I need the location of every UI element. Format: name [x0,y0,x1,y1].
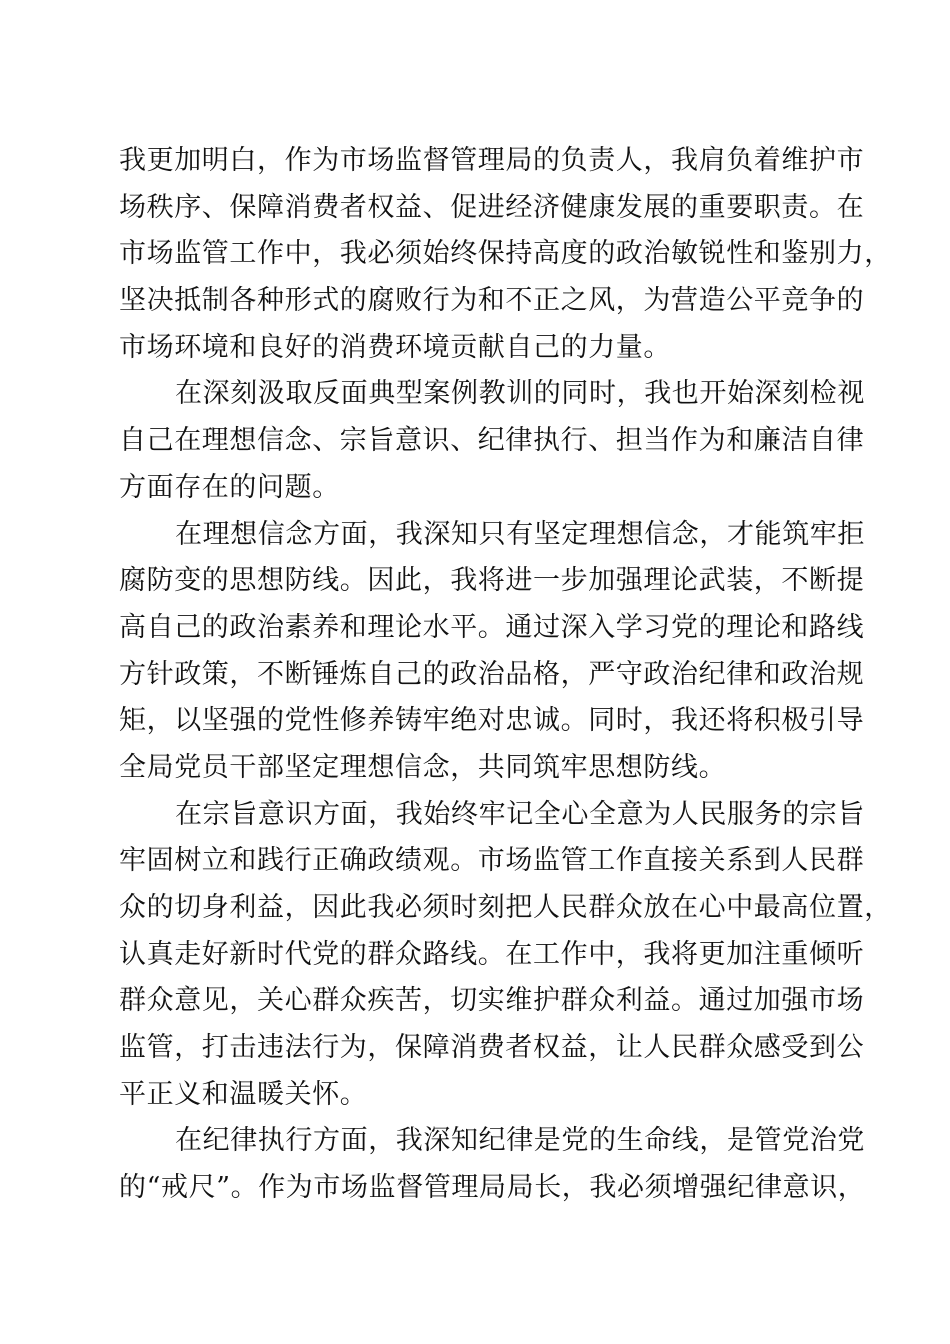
text-line: 方面存在的问题。 [119,471,340,503]
text-line: 牢固树立和践行正确政绩观。市场监管工作直接关系到人民群 [119,845,865,877]
text-line: 场秩序、保障消费者权益、促进经济健康发展的重要职责。在 [119,191,865,223]
text-line: 众的切身利益，因此我必须时刻把人民群众放在心中最高位置， [119,892,892,923]
text-line: 群众意见，关心群众疾苦，切实维护群众利益。通过加强市场 [119,985,865,1017]
text-line: 我更加明白，作为市场监督管理局的负责人，我肩负着维护市 [119,145,865,176]
text-line: 认真走好新时代党的群众路线。在工作中，我将更加注重倾听 [119,938,865,970]
text-line: 坚决抵制各种形式的腐败行为和不正之风，为营造公平竞争的 [119,285,865,317]
text-line: 自己在理想信念、宗旨意识、纪律执行、担当作为和廉洁自律 [119,425,865,457]
text-line: 矩，以坚强的党性修养铸牢绝对忠诚。同时，我还将积极引导 [119,705,865,737]
text-line: 腐防变的思想防线。因此，我将进一步加强理论武装，不断提 [119,565,865,597]
text-line: 的“戒尺”。作为市场监督管理局局长，我必须增强纪律意识， [119,1172,866,1204]
paragraph-first-line: 在深刻汲取反面典型案例教训的同时，我也开始深刻检视 [175,378,865,410]
paragraph-first-line: 在纪律执行方面，我深知纪律是党的生命线，是管党治党 [175,1125,865,1157]
document-body [119,138,892,1212]
paragraph-first-line: 在理想信念方面，我深知只有坚定理想信念，才能筑牢拒 [175,518,865,550]
text-line: 高自己的政治素养和理论水平。通过深入学习党的理论和路线 [119,611,865,643]
text-line: 全局党员干部坚定理想信念，共同筑牢思想防线。 [119,751,727,783]
text-line: 监管，打击违法行为，保障消费者权益，让人民群众感受到公 [119,1032,865,1064]
text-line: 方针政策，不断锤炼自己的政治品格，严守政治纪律和政治规 [119,658,865,690]
paragraph-first-line: 在宗旨意识方面，我始终牢记全心全意为人民服务的宗旨 [175,798,865,830]
text-line: 平正义和温暖关怀。 [119,1078,368,1110]
text-line: 市场环境和良好的消费环境贡献自己的力量。 [119,331,671,363]
text-line: 市场监管工作中，我必须始终保持高度的政治敏锐性和鉴别力， [119,238,892,270]
